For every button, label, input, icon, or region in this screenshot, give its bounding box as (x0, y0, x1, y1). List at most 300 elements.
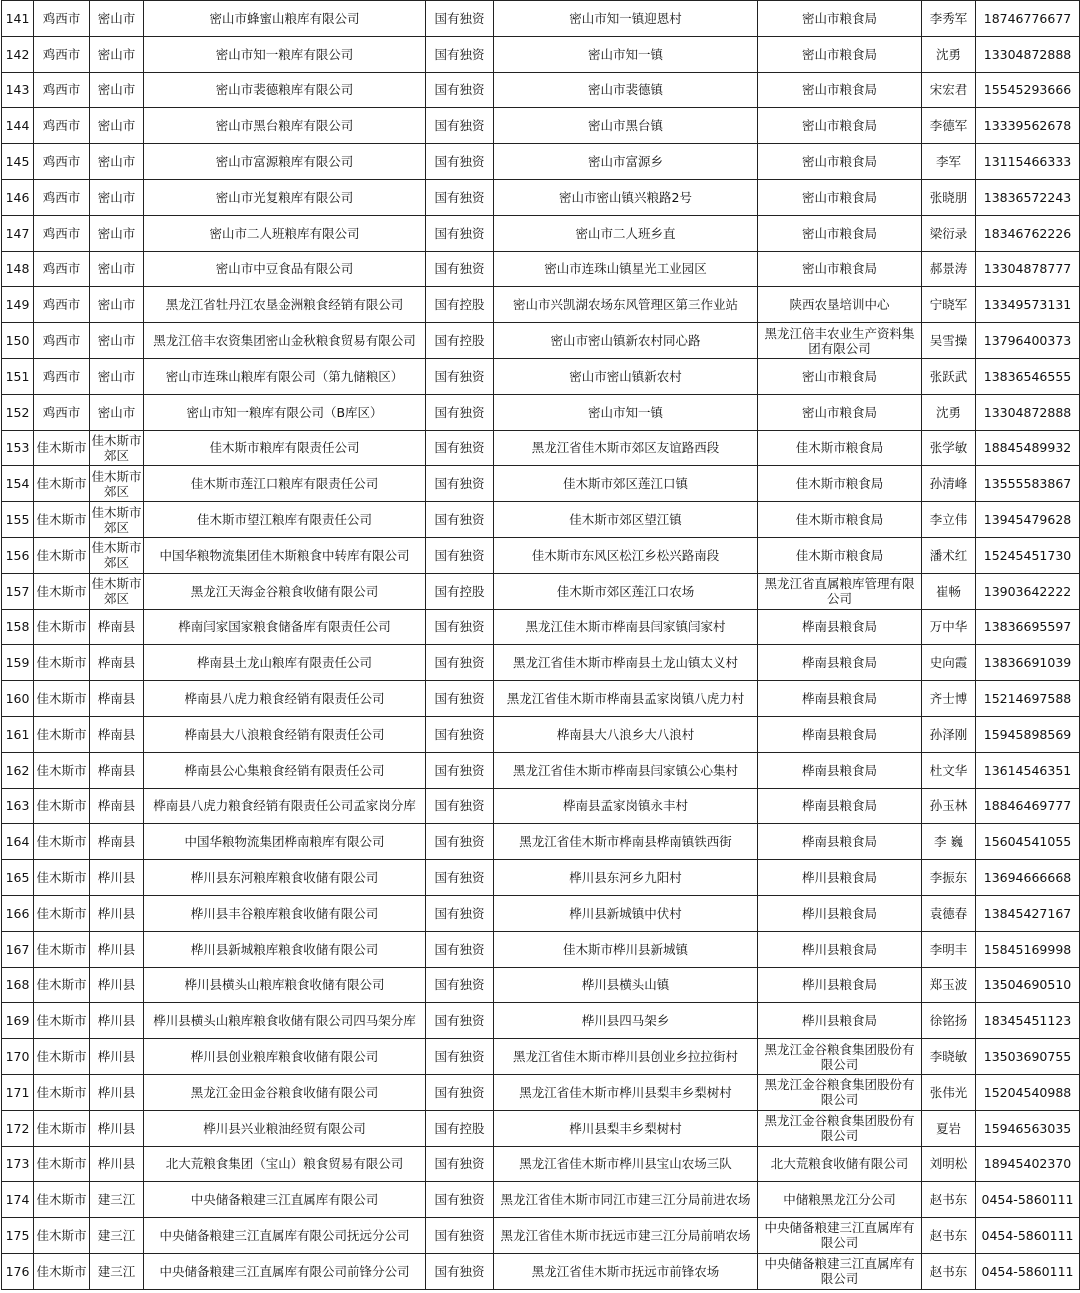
cell-company-name: 佳木斯市望江粮库有限责任公司 (144, 502, 426, 538)
cell-contact-person: 沈勇 (922, 36, 976, 72)
cell-contact-person: 李振东 (922, 860, 976, 896)
cell-contact-person: 郑玉波 (922, 967, 976, 1003)
cell-ownership-type: 国有独资 (426, 1253, 494, 1289)
cell-phone-number: 15214697588 (976, 681, 1080, 717)
cell-row-number: 160 (2, 681, 34, 717)
cell-supervising-unit: 佳木斯市粮食局 (758, 502, 922, 538)
cell-phone-number: 13304878777 (976, 251, 1080, 287)
cell-phone-number: 13115466333 (976, 144, 1080, 180)
cell-row-number: 164 (2, 824, 34, 860)
cell-row-number: 155 (2, 502, 34, 538)
cell-ownership-type: 国有独资 (426, 537, 494, 573)
cell-phone-number: 13836546555 (976, 358, 1080, 394)
cell-city: 佳木斯市 (34, 1218, 90, 1254)
cell-contact-person: 李晓敏 (922, 1039, 976, 1075)
cell-contact-person: 刘明松 (922, 1146, 976, 1182)
cell-contact-person: 万中华 (922, 609, 976, 645)
cell-company-name: 黑龙江省牡丹江农垦金洲粮食经销有限公司 (144, 287, 426, 323)
cell-row-number: 176 (2, 1253, 34, 1289)
cell-ownership-type: 国有独资 (426, 788, 494, 824)
cell-row-number: 169 (2, 1003, 34, 1039)
table-row (2, 430, 1080, 466)
cell-city: 鸡西市 (34, 358, 90, 394)
table-row (2, 609, 1080, 645)
table-row (2, 1074, 1080, 1110)
cell-district: 桦川县 (90, 1110, 144, 1146)
cell-address: 桦南县大八浪乡大八浪村 (494, 716, 758, 752)
table-row (2, 716, 1080, 752)
cell-supervising-unit: 密山市粮食局 (758, 251, 922, 287)
cell-supervising-unit: 中央储备粮建三江直属库有限公司 (758, 1218, 922, 1254)
cell-company-name: 桦川县新城粮库粮食收储有限公司 (144, 931, 426, 967)
cell-phone-number: 13555583867 (976, 466, 1080, 502)
cell-supervising-unit: 中央储备粮建三江直属库有限公司 (758, 1253, 922, 1289)
cell-supervising-unit: 桦南县粮食局 (758, 681, 922, 717)
cell-phone-number: 0454-5860111 (976, 1218, 1080, 1254)
cell-company-name: 密山市裴德粮库有限公司 (144, 72, 426, 108)
cell-supervising-unit: 桦南县粮食局 (758, 788, 922, 824)
cell-district: 桦南县 (90, 681, 144, 717)
cell-phone-number: 13836691039 (976, 645, 1080, 681)
cell-company-name: 密山市知一粮库有限公司 (144, 36, 426, 72)
cell-supervising-unit: 密山市粮食局 (758, 179, 922, 215)
cell-district: 桦南县 (90, 609, 144, 645)
table-row (2, 502, 1080, 538)
cell-ownership-type: 国有独资 (426, 967, 494, 1003)
cell-phone-number: 13836695597 (976, 609, 1080, 645)
table-row (2, 358, 1080, 394)
cell-contact-person: 张晓朋 (922, 179, 976, 215)
cell-phone-number: 13504690510 (976, 967, 1080, 1003)
cell-row-number: 150 (2, 323, 34, 359)
cell-contact-person: 梁衍录 (922, 215, 976, 251)
cell-contact-person: 孙清峰 (922, 466, 976, 502)
cell-row-number: 156 (2, 537, 34, 573)
cell-company-name: 桦南县土龙山粮库有限责任公司 (144, 645, 426, 681)
cell-address: 密山市知一镇 (494, 394, 758, 430)
cell-ownership-type: 国有独资 (426, 1, 494, 37)
cell-company-name: 密山市富源粮库有限公司 (144, 144, 426, 180)
cell-ownership-type: 国有独资 (426, 752, 494, 788)
cell-phone-number: 15204540988 (976, 1074, 1080, 1110)
cell-district: 建三江 (90, 1253, 144, 1289)
cell-contact-person: 张伟光 (922, 1074, 976, 1110)
table-row (2, 108, 1080, 144)
cell-address: 黑龙江省佳木斯市抚远市建三江分局前哨农场 (494, 1218, 758, 1254)
cell-supervising-unit: 密山市粮食局 (758, 36, 922, 72)
cell-contact-person: 赵书东 (922, 1182, 976, 1218)
cell-company-name: 桦川县横头山粮库粮食收储有限公司 (144, 967, 426, 1003)
cell-address: 黑龙江省佳木斯市桦南县孟家岗镇八虎力村 (494, 681, 758, 717)
cell-company-name: 黑龙江金田金谷粮食收储有限公司 (144, 1074, 426, 1110)
cell-city: 鸡西市 (34, 36, 90, 72)
cell-district: 桦川县 (90, 1074, 144, 1110)
cell-district: 佳木斯市郊区 (90, 430, 144, 466)
cell-city: 佳木斯市 (34, 645, 90, 681)
cell-ownership-type: 国有独资 (426, 824, 494, 860)
cell-city: 鸡西市 (34, 323, 90, 359)
cell-row-number: 162 (2, 752, 34, 788)
cell-ownership-type: 国有独资 (426, 144, 494, 180)
cell-city: 佳木斯市 (34, 716, 90, 752)
cell-phone-number: 18345451123 (976, 1003, 1080, 1039)
cell-district: 桦川县 (90, 931, 144, 967)
cell-district: 桦川县 (90, 1146, 144, 1182)
cell-district: 密山市 (90, 1, 144, 37)
cell-company-name: 黑龙江倍丰农资集团密山金秋粮食贸易有限公司 (144, 323, 426, 359)
cell-company-name: 桦南县公心集粮食经销有限责任公司 (144, 752, 426, 788)
cell-company-name: 密山市光复粮库有限公司 (144, 179, 426, 215)
table-row (2, 36, 1080, 72)
cell-company-name: 北大荒粮食集团（宝山）粮食贸易有限公司 (144, 1146, 426, 1182)
cell-row-number: 171 (2, 1074, 34, 1110)
cell-contact-person: 沈勇 (922, 394, 976, 430)
cell-address: 佳木斯市郊区望江镇 (494, 502, 758, 538)
cell-contact-person: 袁德春 (922, 895, 976, 931)
cell-city: 佳木斯市 (34, 967, 90, 1003)
cell-row-number: 146 (2, 179, 34, 215)
cell-district: 密山市 (90, 251, 144, 287)
cell-district: 桦南县 (90, 752, 144, 788)
cell-supervising-unit: 佳木斯市粮食局 (758, 466, 922, 502)
cell-address: 桦川县四马架乡 (494, 1003, 758, 1039)
cell-supervising-unit: 桦川县粮食局 (758, 860, 922, 896)
cell-district: 佳木斯市郊区 (90, 537, 144, 573)
cell-company-name: 桦川县兴业粮油经贸有限公司 (144, 1110, 426, 1146)
cell-address: 密山市富源乡 (494, 144, 758, 180)
cell-ownership-type: 国有独资 (426, 860, 494, 896)
cell-address: 黑龙江佳木斯市桦南县闫家镇闫家村 (494, 609, 758, 645)
table-row (2, 573, 1080, 609)
cell-supervising-unit: 密山市粮食局 (758, 144, 922, 180)
cell-row-number: 154 (2, 466, 34, 502)
cell-row-number: 158 (2, 609, 34, 645)
cell-phone-number: 13339562678 (976, 108, 1080, 144)
cell-address: 密山市兴凯湖农场东风管理区第三作业站 (494, 287, 758, 323)
cell-supervising-unit: 桦南县粮食局 (758, 716, 922, 752)
cell-city: 佳木斯市 (34, 788, 90, 824)
cell-ownership-type: 国有独资 (426, 179, 494, 215)
cell-supervising-unit: 陕西农垦培训中心 (758, 287, 922, 323)
cell-row-number: 166 (2, 895, 34, 931)
cell-address: 密山市二人班乡直 (494, 215, 758, 251)
cell-company-name: 桦南县八虎力粮食经销有限责任公司 (144, 681, 426, 717)
cell-supervising-unit: 密山市粮食局 (758, 108, 922, 144)
cell-address: 黑龙江省佳木斯市抚远市前锋农场 (494, 1253, 758, 1289)
cell-city: 鸡西市 (34, 1, 90, 37)
cell-company-name: 密山市中豆食品有限公司 (144, 251, 426, 287)
cell-city: 佳木斯市 (34, 931, 90, 967)
table-row (2, 1, 1080, 37)
table-row (2, 860, 1080, 896)
table-row (2, 72, 1080, 108)
cell-row-number: 148 (2, 251, 34, 287)
cell-address: 密山市知一镇迎恩村 (494, 1, 758, 37)
cell-contact-person: 孙玉林 (922, 788, 976, 824)
cell-city: 佳木斯市 (34, 1074, 90, 1110)
cell-row-number: 147 (2, 215, 34, 251)
cell-contact-person: 齐士博 (922, 681, 976, 717)
cell-district: 密山市 (90, 108, 144, 144)
cell-contact-person: 史向霞 (922, 645, 976, 681)
cell-ownership-type: 国有独资 (426, 430, 494, 466)
cell-contact-person: 李秀军 (922, 1, 976, 37)
cell-contact-person: 张跃武 (922, 358, 976, 394)
cell-row-number: 175 (2, 1218, 34, 1254)
cell-city: 佳木斯市 (34, 681, 90, 717)
cell-company-name: 桦川县东河粮库粮食收储有限公司 (144, 860, 426, 896)
cell-city: 佳木斯市 (34, 609, 90, 645)
cell-phone-number: 13903642222 (976, 573, 1080, 609)
cell-district: 密山市 (90, 144, 144, 180)
cell-district: 密山市 (90, 179, 144, 215)
cell-address: 佳木斯市桦川县新城镇 (494, 931, 758, 967)
cell-city: 鸡西市 (34, 215, 90, 251)
cell-district: 桦川县 (90, 860, 144, 896)
cell-contact-person: 宁晓军 (922, 287, 976, 323)
cell-city: 佳木斯市 (34, 1039, 90, 1075)
cell-company-name: 中国华粮物流集团桦南粮库有限公司 (144, 824, 426, 860)
cell-company-name: 密山市连珠山粮库有限公司（第九储粮区） (144, 358, 426, 394)
cell-contact-person: 宋宏君 (922, 72, 976, 108)
cell-contact-person: 张学敏 (922, 430, 976, 466)
cell-phone-number: 13945479628 (976, 502, 1080, 538)
cell-address: 佳木斯市郊区莲江口镇 (494, 466, 758, 502)
cell-address: 密山市黑台镇 (494, 108, 758, 144)
cell-contact-person: 赵书东 (922, 1218, 976, 1254)
cell-phone-number: 0454-5860111 (976, 1253, 1080, 1289)
cell-district: 密山市 (90, 287, 144, 323)
table-row (2, 752, 1080, 788)
cell-address: 密山市密山镇新农村同心路 (494, 323, 758, 359)
table-row (2, 1253, 1080, 1289)
cell-row-number: 144 (2, 108, 34, 144)
cell-company-name: 桦南闫家国家粮食储备库有限责任公司 (144, 609, 426, 645)
cell-district: 密山市 (90, 358, 144, 394)
cell-supervising-unit: 密山市粮食局 (758, 358, 922, 394)
cell-supervising-unit: 密山市粮食局 (758, 72, 922, 108)
cell-address: 黑龙江省佳木斯市桦南县闫家镇公心集村 (494, 752, 758, 788)
cell-city: 鸡西市 (34, 394, 90, 430)
cell-district: 建三江 (90, 1218, 144, 1254)
cell-phone-number: 13836572243 (976, 179, 1080, 215)
table-row (2, 931, 1080, 967)
cell-district: 佳木斯市郊区 (90, 502, 144, 538)
cell-contact-person: 郝景涛 (922, 251, 976, 287)
cell-company-name: 桦南县八虎力粮食经销有限责任公司孟家岗分库 (144, 788, 426, 824)
cell-ownership-type: 国有独资 (426, 36, 494, 72)
cell-row-number: 159 (2, 645, 34, 681)
cell-row-number: 165 (2, 860, 34, 896)
cell-ownership-type: 国有独资 (426, 1074, 494, 1110)
cell-supervising-unit: 黑龙江金谷粮食集团股份有限公司 (758, 1074, 922, 1110)
cell-contact-person: 潘术红 (922, 537, 976, 573)
cell-district: 密山市 (90, 72, 144, 108)
cell-city: 佳木斯市 (34, 1146, 90, 1182)
table-row (2, 251, 1080, 287)
cell-city: 鸡西市 (34, 179, 90, 215)
cell-district: 佳木斯市郊区 (90, 573, 144, 609)
cell-phone-number: 18346762226 (976, 215, 1080, 251)
table-row (2, 1218, 1080, 1254)
cell-supervising-unit: 密山市粮食局 (758, 394, 922, 430)
cell-company-name: 桦南县大八浪粮食经销有限责任公司 (144, 716, 426, 752)
cell-address: 黑龙江省佳木斯市桦南县土龙山镇太义村 (494, 645, 758, 681)
cell-city: 佳木斯市 (34, 466, 90, 502)
cell-phone-number: 15545293666 (976, 72, 1080, 108)
cell-district: 桦川县 (90, 967, 144, 1003)
cell-address: 黑龙江省佳木斯市同江市建三江分局前进农场 (494, 1182, 758, 1218)
cell-company-name: 密山市黑台粮库有限公司 (144, 108, 426, 144)
cell-row-number: 149 (2, 287, 34, 323)
cell-city: 佳木斯市 (34, 537, 90, 573)
cell-ownership-type: 国有独资 (426, 394, 494, 430)
cell-company-name: 密山市知一粮库有限公司（B库区） (144, 394, 426, 430)
cell-row-number: 141 (2, 1, 34, 37)
cell-phone-number: 13349573131 (976, 287, 1080, 323)
cell-address: 佳木斯市东风区松江乡松兴路南段 (494, 537, 758, 573)
cell-ownership-type: 国有控股 (426, 323, 494, 359)
cell-contact-person: 杜文华 (922, 752, 976, 788)
cell-supervising-unit: 北大荒粮食收储有限公司 (758, 1146, 922, 1182)
cell-contact-person: 崔畅 (922, 573, 976, 609)
cell-city: 佳木斯市 (34, 1182, 90, 1218)
cell-city: 佳木斯市 (34, 824, 90, 860)
cell-district: 建三江 (90, 1182, 144, 1218)
cell-row-number: 152 (2, 394, 34, 430)
cell-phone-number: 15845169998 (976, 931, 1080, 967)
cell-row-number: 142 (2, 36, 34, 72)
cell-city: 佳木斯市 (34, 1110, 90, 1146)
table-body (2, 1, 1080, 1290)
cell-district: 密山市 (90, 323, 144, 359)
cell-ownership-type: 国有控股 (426, 573, 494, 609)
table-row (2, 895, 1080, 931)
cell-contact-person: 李明丰 (922, 931, 976, 967)
cell-ownership-type: 国有独资 (426, 609, 494, 645)
cell-city: 鸡西市 (34, 144, 90, 180)
table-row (2, 466, 1080, 502)
cell-supervising-unit: 桦川县粮食局 (758, 895, 922, 931)
cell-contact-person: 李德军 (922, 108, 976, 144)
cell-phone-number: 18845489932 (976, 430, 1080, 466)
cell-phone-number: 15946563035 (976, 1110, 1080, 1146)
cell-row-number: 170 (2, 1039, 34, 1075)
cell-row-number: 172 (2, 1110, 34, 1146)
cell-address: 桦川县梨丰乡梨树村 (494, 1110, 758, 1146)
cell-ownership-type: 国有独资 (426, 72, 494, 108)
cell-contact-person: 李军 (922, 144, 976, 180)
cell-ownership-type: 国有独资 (426, 931, 494, 967)
cell-phone-number: 13304872888 (976, 394, 1080, 430)
grain-depot-table (1, 0, 1080, 1290)
cell-ownership-type: 国有独资 (426, 215, 494, 251)
cell-supervising-unit: 桦南县粮食局 (758, 645, 922, 681)
cell-supervising-unit: 黑龙江金谷粮食集团股份有限公司 (758, 1039, 922, 1075)
cell-supervising-unit: 桦南县粮食局 (758, 824, 922, 860)
cell-district: 密山市 (90, 215, 144, 251)
cell-supervising-unit: 桦南县粮食局 (758, 752, 922, 788)
cell-address: 桦川县东河乡九阳村 (494, 860, 758, 896)
cell-ownership-type: 国有独资 (426, 895, 494, 931)
cell-city: 佳木斯市 (34, 573, 90, 609)
cell-address: 密山市连珠山镇星光工业园区 (494, 251, 758, 287)
cell-phone-number: 0454-5860111 (976, 1182, 1080, 1218)
cell-company-name: 佳木斯市莲江口粮库有限责任公司 (144, 466, 426, 502)
table-row (2, 215, 1080, 251)
cell-supervising-unit: 佳木斯市粮食局 (758, 537, 922, 573)
table-row (2, 788, 1080, 824)
cell-ownership-type: 国有独资 (426, 681, 494, 717)
cell-phone-number: 18746776677 (976, 1, 1080, 37)
cell-address: 桦川县横头山镇 (494, 967, 758, 1003)
cell-contact-person: 孙泽刚 (922, 716, 976, 752)
cell-company-name: 密山市蜂蜜山粮库有限公司 (144, 1, 426, 37)
cell-district: 密山市 (90, 36, 144, 72)
cell-city: 佳木斯市 (34, 430, 90, 466)
cell-contact-person: 李立伟 (922, 502, 976, 538)
cell-row-number: 167 (2, 931, 34, 967)
cell-phone-number: 13614546351 (976, 752, 1080, 788)
cell-contact-person: 夏岩 (922, 1110, 976, 1146)
cell-supervising-unit: 中储粮黑龙江分公司 (758, 1182, 922, 1218)
table-row (2, 537, 1080, 573)
table-row (2, 681, 1080, 717)
cell-company-name: 中国华粮物流集团佳木斯粮食中转库有限公司 (144, 537, 426, 573)
cell-address: 桦南县孟家岗镇永丰村 (494, 788, 758, 824)
cell-ownership-type: 国有独资 (426, 1218, 494, 1254)
table-row (2, 967, 1080, 1003)
cell-contact-person: 吴雪操 (922, 323, 976, 359)
cell-address: 桦川县新城镇中伏村 (494, 895, 758, 931)
table-row (2, 323, 1080, 359)
cell-phone-number: 13503690755 (976, 1039, 1080, 1075)
cell-supervising-unit: 黑龙江金谷粮食集团股份有限公司 (758, 1110, 922, 1146)
cell-row-number: 174 (2, 1182, 34, 1218)
cell-phone-number: 13694666668 (976, 860, 1080, 896)
cell-ownership-type: 国有独资 (426, 645, 494, 681)
cell-row-number: 145 (2, 144, 34, 180)
cell-company-name: 桦川县创业粮库粮食收储有限公司 (144, 1039, 426, 1075)
cell-company-name: 黑龙江天海金谷粮食收储有限公司 (144, 573, 426, 609)
cell-city: 佳木斯市 (34, 860, 90, 896)
cell-city: 佳木斯市 (34, 1003, 90, 1039)
cell-supervising-unit: 密山市粮食局 (758, 215, 922, 251)
cell-ownership-type: 国有独资 (426, 251, 494, 287)
table-row (2, 645, 1080, 681)
cell-address: 密山市知一镇 (494, 36, 758, 72)
cell-ownership-type: 国有独资 (426, 1039, 494, 1075)
cell-ownership-type: 国有控股 (426, 1110, 494, 1146)
table-row (2, 287, 1080, 323)
table-row (2, 1182, 1080, 1218)
cell-contact-person: 李 巍 (922, 824, 976, 860)
cell-phone-number: 13796400373 (976, 323, 1080, 359)
cell-row-number: 151 (2, 358, 34, 394)
cell-district: 桦南县 (90, 824, 144, 860)
cell-district: 佳木斯市郊区 (90, 466, 144, 502)
table-row (2, 144, 1080, 180)
cell-company-name: 桦川县横头山粮库粮食收储有限公司四马架分库 (144, 1003, 426, 1039)
cell-supervising-unit: 桦南县粮食局 (758, 609, 922, 645)
cell-ownership-type: 国有独资 (426, 1003, 494, 1039)
cell-row-number: 157 (2, 573, 34, 609)
cell-address: 佳木斯市郊区莲江口农场 (494, 573, 758, 609)
cell-district: 桦川县 (90, 895, 144, 931)
cell-ownership-type: 国有独资 (426, 466, 494, 502)
cell-address: 黑龙江省佳木斯市桦南县桦南镇铁西街 (494, 824, 758, 860)
cell-supervising-unit: 黑龙江倍丰农业生产资料集团有限公司 (758, 323, 922, 359)
